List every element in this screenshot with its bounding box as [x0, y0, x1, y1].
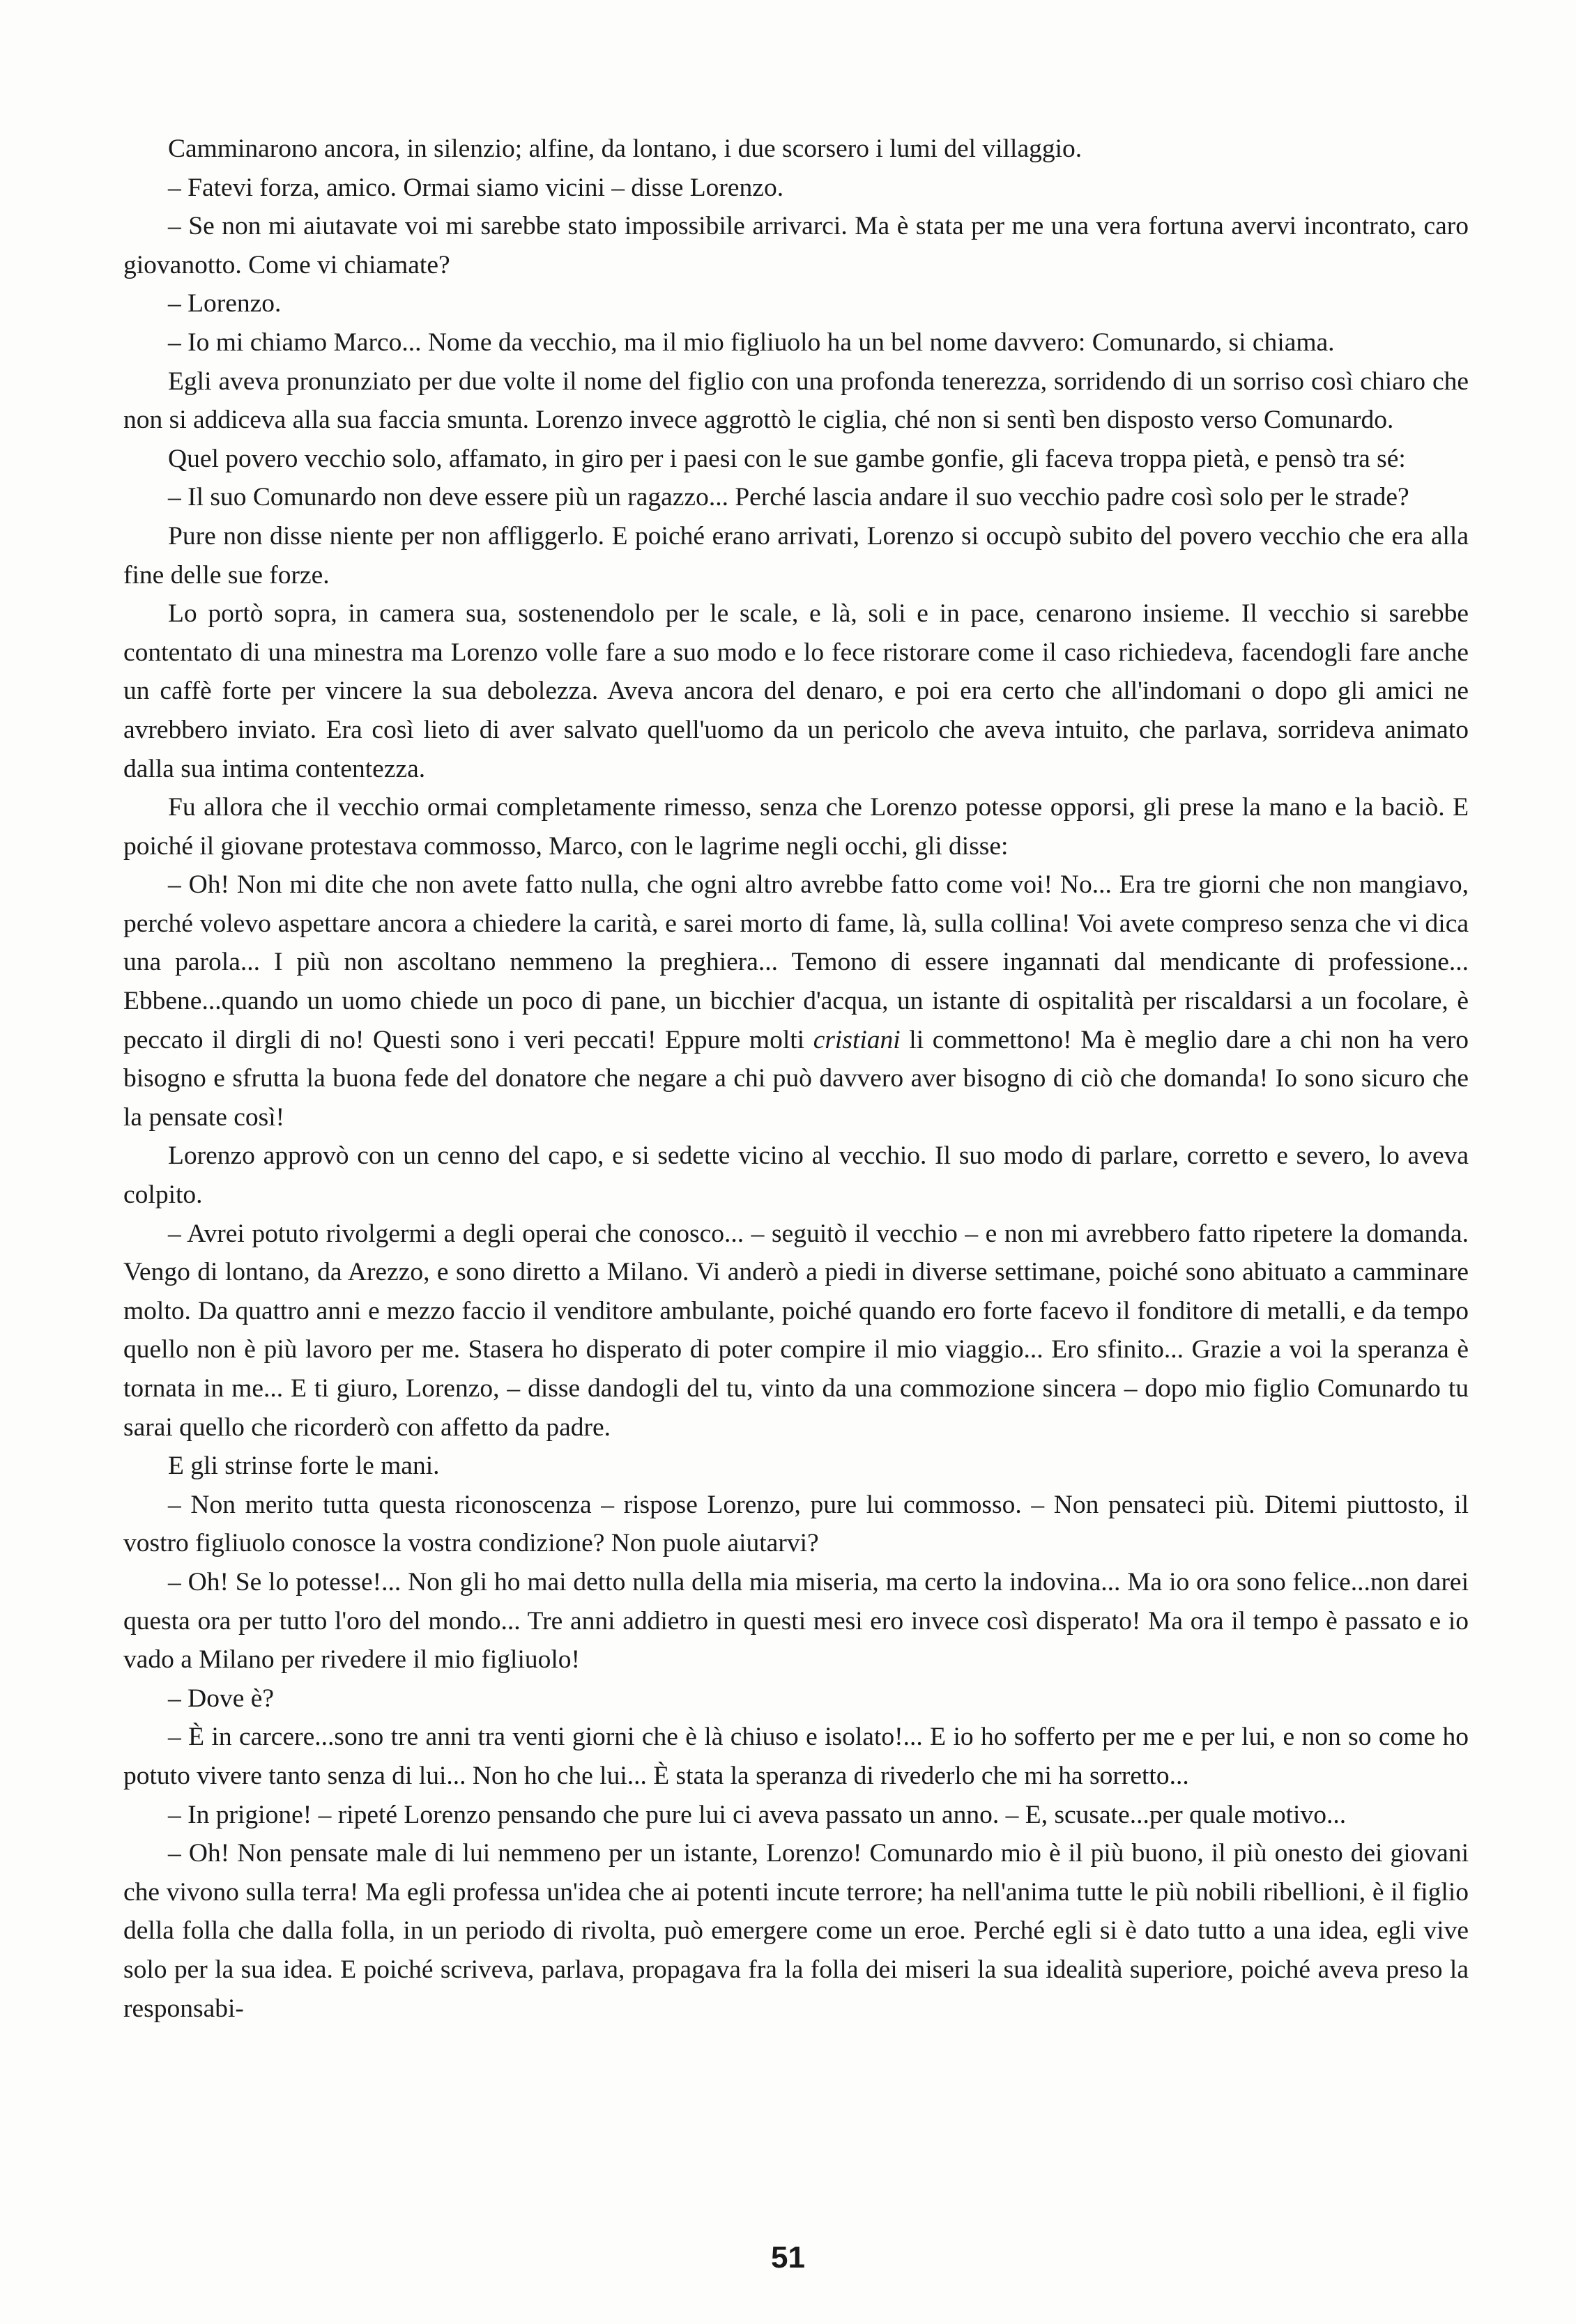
paragraph: Lorenzo approvò con un cenno del capo, e si sedette vicino al vecchio. Il suo modo di parlare, corretto e severo, lo aveva colpito. — [123, 1141, 1469, 1210]
body-text — [123, 130, 1469, 2028]
speech-text: – Oh! Non mi dite che non avete fatto nulla, che ogni altro avrebbe fatto come voi! No... Era tre giorni che non mangiavo, perché volevo aspettare ancora a chiedere la carità, e sarei morto di fame, là, sulla collina! Voi avete compreso senza che vi dica una parola... I più non ascoltano nemmeno la preghiera... Temono di essere ingannati dal mendicante di professione... Ebbene...quando un uomo chiede un poco di pane, un bicchier d'acqua, un istante di ospitalità per riscaldarsi a un focolare, è peccato il dirgli di no! Questi sono i veri peccati! Eppure molti — [123, 870, 1469, 1054]
paragraph: – Lorenzo. — [168, 289, 282, 318]
paragraph: – Avrei potuto rivolgermi a degli operai che conosco... – seguitò il vecchio – e non mi avrebbero fatto ripetere la domanda. Vengo di lontano, da Arezzo, e sono diretto a Milano. Vi anderò a piedi in diverse settimane, poiché sono abituato a camminare molto. Da quattro anni e mezzo faccio il venditore ambulante, poiché quando ero forte facevo il fonditore di metalli, e da tempo quello non è più lavoro per me. Stasera ho disperato di poter compire il mio viaggio... Ero sfinito... Grazie a voi la speranza è tornata in me... E ti giuro, Lorenzo, – disse dandogli del tu, vinto da una commozione sincera – dopo mio figlio Comunardo tu sarai quello che ricorderò con affetto da padre. — [123, 1219, 1469, 1442]
paragraph: – Oh! Se lo potesse!... Non gli ho mai detto nulla della mia miseria, ma certo la indovina... Ma io ora sono felice...non darei questa ora per tutto l'oro del mondo... Tre anni addietro in questi mesi ero invece così disperato! Ma ora il tempo è passato e io vado a Milano per rivedere il mio figliuolo! — [123, 1567, 1469, 1675]
paragraph: Lo portò sopra, in camera sua, sostenendolo per le scale, e là, soli e in pace, cenarono insieme. Il vecchio si sarebbe contentato di una minestra ma Lorenzo volle fare a suo modo e lo fece ristorare come il caso richiedeva, facendogli fare anche un caffè forte per vincere la sua debolezza. Aveva ancora del denaro, e poi era certo che all'indomani o dopo gli amici ne avrebbero inviato. Era così lieto di aver salvato quell'uomo da un pericolo che aveva intuito, che parlava, sorrideva animato dalla sua intima contentezza. — [123, 599, 1469, 783]
paragraph: – Il suo Comunardo non deve essere più un ragazzo... Perché lascia andare il suo vecchio padre così solo per le strade? — [168, 483, 1409, 512]
paragraph: – Fatevi forza, amico. Ormai siamo vicini – disse Lorenzo. — [168, 173, 784, 202]
speech-text: li commettono! Ma è meglio dare a chi non ha vero bisogno e sfrutta la buona fede del donatore che negare a chi può davvero aver bisogno di ciò che domanda! Io sono sicuro che la pensate così! — [123, 1025, 1469, 1132]
paragraph-with-italic — [123, 865, 1469, 1137]
paragraph: – Dove è? — [168, 1684, 275, 1713]
paragraph: – Oh! Non pensate male di lui nemmeno per un istante, Lorenzo! Comunardo mio è il più buono, il più onesto dei giovani che vivono sulla terra! Ma egli professa un'idea che ai potenti incute terrore; ha nell'anima tutte le più nobili ribellioni, è il figlio della folla che dalla folla, in un periodo di rivolta, può emergere come un eroe. Perché egli si è dato tutto a una idea, egli vive solo per la sua idea. E poiché scriveva, parlava, propagava fra la folla dei miseri la sua idealità superiore, poiché aveva preso la responsabi- — [123, 1839, 1469, 2023]
paragraph: Fu allora che il vecchio ormai completamente rimesso, senza che Lorenzo potesse opporsi, gli prese la mano e la baciò. E poiché il giovane protestava commosso, Marco, con le lagrime negli occhi, gli disse: — [123, 793, 1469, 861]
paragraph: – È in carcere...sono tre anni tra venti giorni che è là chiuso e isolato!... E io ho sofferto per me e per lui, e non so come ho potuto vivere tanto senza di lui... Non ho che lui... È stata la speranza di rivederlo che mi ha sorretto... — [123, 1723, 1469, 1790]
page-number: 51 — [771, 2240, 805, 2275]
paragraph: – Se non mi aiutavate voi mi sarebbe stato impossibile arrivarci. Ma è stata per me una vera fortuna avervi incontrato, caro giovanotto. Come vi chiamate? — [123, 212, 1469, 279]
paragraph: – In prigione! – ripeté Lorenzo pensando che pure lui ci aveva passato un anno. – E, scusate...per quale motivo... — [168, 1800, 1347, 1829]
paragraph: E gli strinse forte le mani. — [168, 1452, 440, 1481]
paragraph: Camminarono ancora, in silenzio; alfine, da lontano, i due scorsero i lumi del villaggio. — [168, 134, 1082, 163]
paragraph: Egli aveva pronunziato per due volte il nome del figlio con una profonda tenerezza, sorridendo di un sorriso così chiaro che non si addiceva alla sua faccia smunta. Lorenzo invece aggrottò le ciglia, ché non si sentì ben disposto verso Comunardo. — [123, 367, 1469, 435]
paragraph: – Non merito tutta questa riconoscenza – rispose Lorenzo, pure lui commosso. – Non pensateci più. Ditemi piuttosto, il vostro figliuolo conosce la vostra condizione? Non puole aiutarvi? — [123, 1490, 1469, 1558]
paragraph: Quel povero vecchio solo, affamato, in giro per i paesi con le sue gambe gonfie, gli faceva troppa pietà, e pensò tra sé: — [168, 444, 1406, 473]
paragraph: Pure non disse niente per non affliggerlo. E poiché erano arrivati, Lorenzo si occupò subito del povero vecchio che era alla fine delle sue forze. — [123, 521, 1469, 590]
paragraph: – Io mi chiamo Marco... Nome da vecchio, ma il mio figliuolo ha un bel nome davvero: Comunardo, si chiama. — [168, 328, 1335, 357]
italic-word: cristiani — [813, 1025, 901, 1054]
